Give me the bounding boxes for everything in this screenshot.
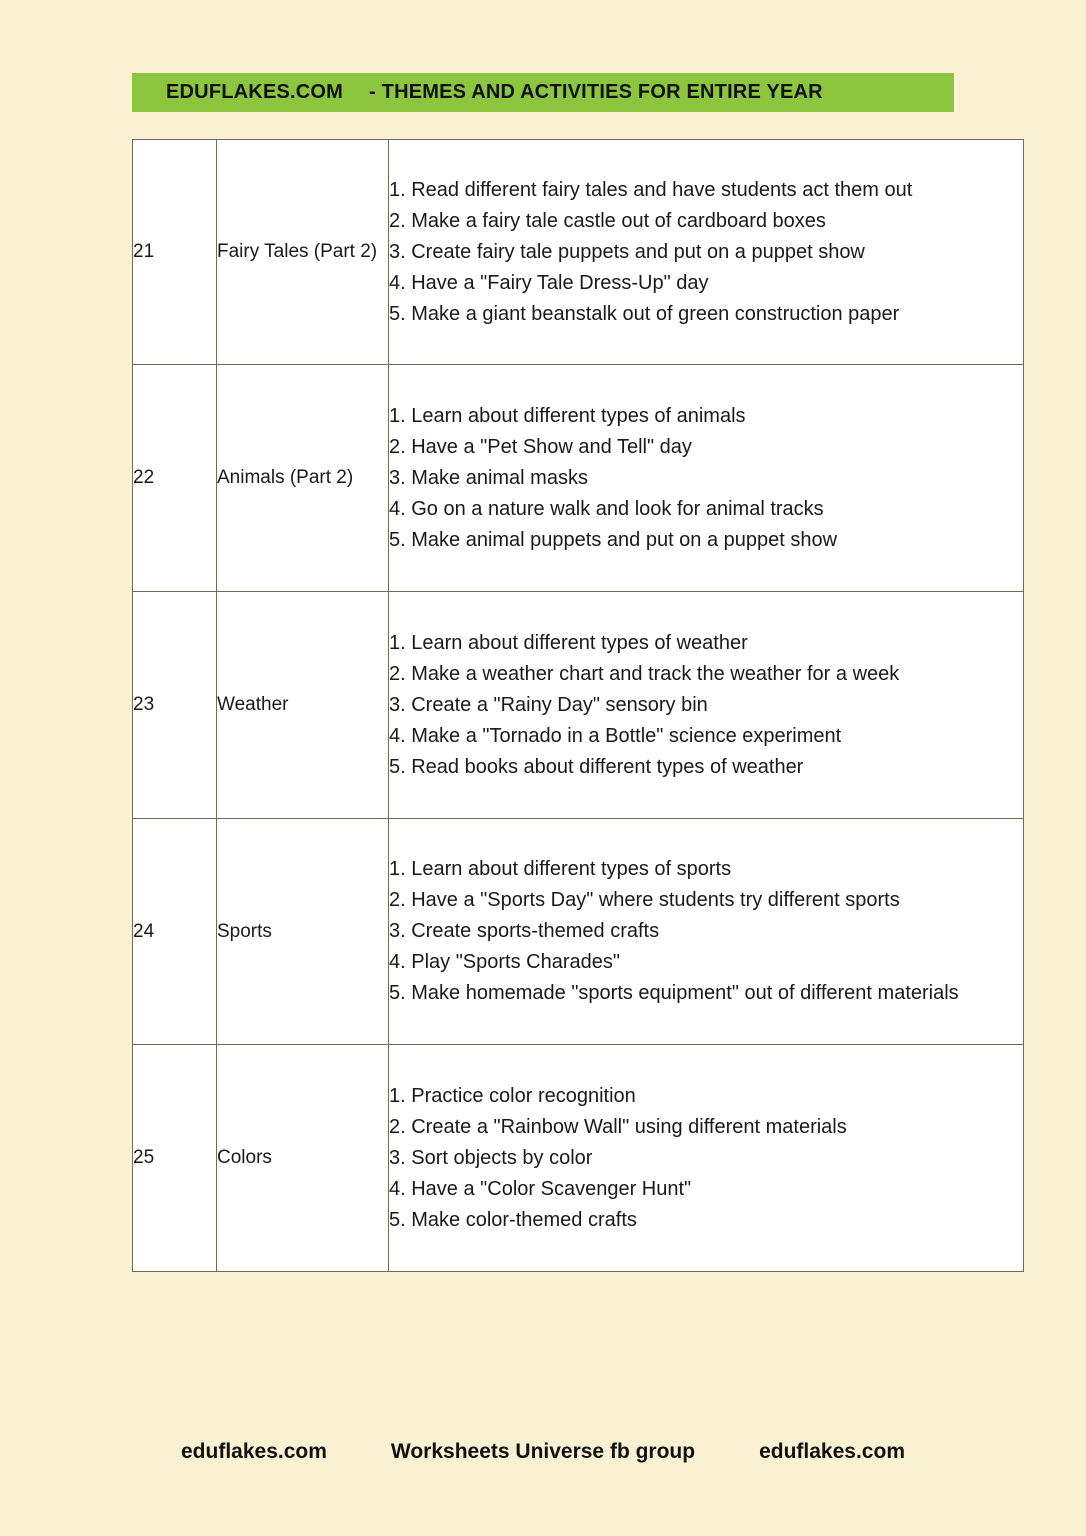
activity-item: 1. Learn about different types of sports xyxy=(389,858,732,880)
footer-left-text: eduflakes.com xyxy=(181,1440,327,1463)
activity-item: 5. Make animal puppets and put on a puppet show xyxy=(389,528,838,551)
activity-item: 3. Create fairy tale puppets and put on a puppet show xyxy=(389,240,865,263)
themes-activities-table xyxy=(132,139,1024,1272)
activity-item: 3. Create a "Rainy Day" sensory bin xyxy=(389,693,708,716)
activity-item: 5. Make homemade "sports equipment" out of different materials xyxy=(389,982,959,1004)
row-number-cell: 23 xyxy=(133,592,217,819)
row-theme-cell: Sports xyxy=(217,819,389,1045)
activity-item: 1. Practice color recognition xyxy=(389,1084,636,1107)
brand-title: EDUFLAKES.COM xyxy=(166,81,344,103)
row-number-cell: 21 xyxy=(133,140,217,365)
table-row xyxy=(133,819,1024,1045)
activity-item: 2. Have a "Pet Show and Tell" day xyxy=(389,435,692,458)
table-body xyxy=(133,140,1024,1272)
activity-item: 1. Learn about different types of animals xyxy=(389,404,746,427)
row-activities-cell xyxy=(389,1045,1024,1272)
row-activities-cell xyxy=(389,592,1024,819)
table-row xyxy=(133,140,1024,365)
activity-item: 5. Read books about different types of weather xyxy=(389,755,804,778)
table-row xyxy=(133,365,1024,592)
row-number-cell: 24 xyxy=(133,819,217,1045)
activity-item: 3. Make animal masks xyxy=(389,466,588,489)
activity-item: 2. Have a "Sports Day" where students try different sports xyxy=(389,889,900,911)
activity-item: 2. Make a fairy tale castle out of cardboard boxes xyxy=(389,209,826,232)
row-number-cell: 25 xyxy=(133,1045,217,1272)
activity-item: 3. Create sports-themed crafts xyxy=(389,920,660,942)
row-theme-cell: Fairy Tales (Part 2) xyxy=(217,140,389,365)
header-banner xyxy=(132,73,954,112)
activity-item: 4. Make a "Tornado in a Bottle" science experiment xyxy=(389,724,842,747)
activity-item: 2. Create a "Rainbow Wall" using different materials xyxy=(389,1115,847,1138)
activity-item: 1. Read different fairy tales and have students act them out xyxy=(389,178,913,201)
page-footer xyxy=(0,1440,1086,1464)
row-activities-cell xyxy=(389,819,1024,1045)
activity-item: 4. Go on a nature walk and look for animal tracks xyxy=(389,497,824,520)
row-number-cell: 22 xyxy=(133,365,217,592)
activity-item: 4. Play "Sports Charades" xyxy=(389,951,620,973)
activity-item: 5. Make color-themed crafts xyxy=(389,1208,637,1231)
activity-item: 2. Make a weather chart and track the weather for a week xyxy=(389,662,900,685)
activity-item: 1. Learn about different types of weather xyxy=(389,631,748,654)
activity-item: 4. Have a "Color Scavenger Hunt" xyxy=(389,1177,692,1200)
row-activities-cell xyxy=(389,365,1024,592)
table-row xyxy=(133,592,1024,819)
activity-item: 5. Make a giant beanstalk out of green construction paper xyxy=(389,302,900,325)
activity-item: 4. Have a "Fairy Tale Dress-Up" day xyxy=(389,271,709,294)
row-theme-cell: Weather xyxy=(217,592,389,819)
row-activities-cell xyxy=(389,140,1024,365)
footer-right-text: eduflakes.com xyxy=(759,1440,905,1463)
activity-item: 3. Sort objects by color xyxy=(389,1146,593,1169)
row-theme-cell: Colors xyxy=(217,1045,389,1272)
page-title: - THEMES AND ACTIVITIES FOR ENTIRE YEAR xyxy=(369,81,823,103)
table-row xyxy=(133,1045,1024,1272)
row-theme-cell: Animals (Part 2) xyxy=(217,365,389,592)
footer-center-text: Worksheets Universe fb group xyxy=(390,1440,696,1463)
